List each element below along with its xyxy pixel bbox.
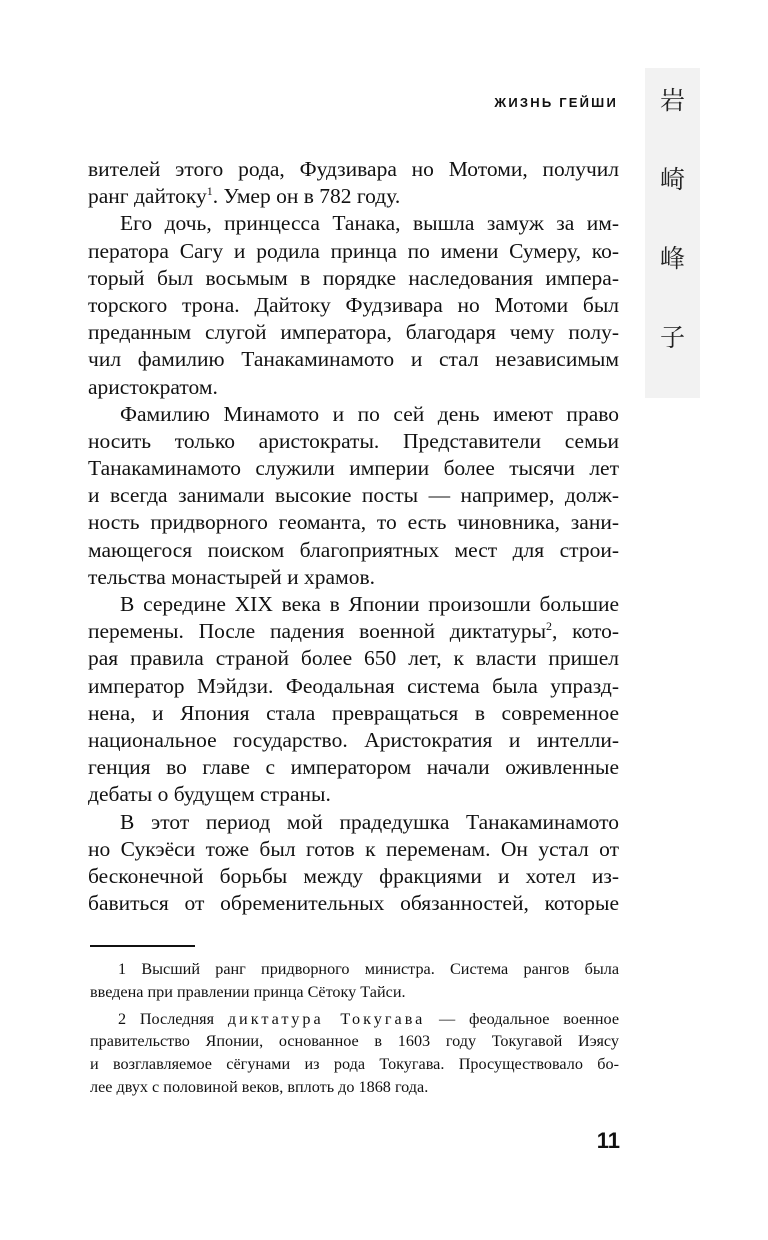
text-fragment: . Умер он в 782 году. <box>212 184 401 209</box>
text-fragment: Высший ранг придворного министра. Система рангов была <box>141 960 619 978</box>
text-line: бесконечной борьбы между фракциями и хотел из- <box>88 863 619 888</box>
footnote-2-line <box>90 1008 619 1031</box>
text-fragment: перемены. После падения военной диктатуры <box>88 619 547 644</box>
side-char-4: 子 <box>659 323 685 352</box>
text-line: ность придворного геоманта, то есть чиновника, зани- <box>88 510 619 535</box>
footnote-1-line <box>90 958 619 981</box>
text-line: мающегося поиском благоприятных мест для строи- <box>88 537 619 562</box>
footnote-ref-2: 2 <box>546 619 553 634</box>
text-fragment: , кото- <box>552 619 619 644</box>
footnotes <box>90 958 619 1099</box>
text-line: Его дочь, принцесса Танака, вышла замуж за им- <box>120 211 619 236</box>
text-line: дебаты о будущем страны. <box>88 782 331 807</box>
text-line: бавиться от обременительных обязанностей, которые <box>88 891 619 916</box>
text-line: торского трона. Дайтоку Фудзивара но Мотоми был <box>88 292 619 317</box>
text-line: рая правила страной более 650 лет, к власти пришел <box>88 646 619 671</box>
text-line: аристократом. <box>88 374 218 399</box>
text-line: В этот период мой прадедушка Танакаминамото <box>120 809 619 834</box>
text-line: тельства монастырей и храмов. <box>88 564 375 589</box>
text-line: но Сукэёси тоже был готов к переменам. Он устал от <box>88 836 619 861</box>
side-char-2: 崎 <box>659 165 685 194</box>
text-line <box>88 618 619 645</box>
text-line: преданным слугой императора, благодаря чему полу- <box>88 320 619 345</box>
footnote-ref-1: 1 <box>206 184 213 199</box>
body-text <box>88 156 619 917</box>
text-line: и всегда занимали высокие посты — например, долж- <box>88 483 619 508</box>
side-char-3: 峰 <box>659 244 685 273</box>
text-fragment: — феодальное военное <box>425 1009 619 1028</box>
footnote-1-mark: 1 <box>118 960 127 978</box>
footnote-divider <box>90 945 195 947</box>
text-line: вителей этого рода, Фудзивара но Мотоми, получил <box>88 157 619 181</box>
text-line: В середине XIX века в Японии произошли большие <box>120 592 619 616</box>
side-author-tab <box>645 68 700 398</box>
text-line <box>88 183 619 210</box>
text-line: нена, и Япония стала превращаться в современное <box>88 700 619 725</box>
text-line: генция во главе с императором начали оживленные <box>88 755 619 780</box>
footnote-2-mark: 2 <box>118 1009 127 1028</box>
footnote-2-line: лее двух с половиной веков, вплоть до 1868 года. <box>90 1077 429 1096</box>
text-line: чил фамилию Танакаминамото и стал независимым <box>88 347 619 372</box>
footnote-2-line: и возглавляемое сёгунами из рода Токугава. Просуществовало бо- <box>90 1055 619 1074</box>
text-line: император Мэйдзи. Феодальная система была упразд- <box>88 673 619 698</box>
side-char-1: 岩 <box>659 86 685 115</box>
running-title: ЖИЗНЬ ГЕЙШИ <box>494 95 618 110</box>
page-number: 11 <box>596 1128 620 1153</box>
footnote-2-line: правительство Японии, основанное в 1603 году Токугавой Иэясу <box>90 1032 619 1051</box>
text-line: торый был восьмым в порядке наследования импера- <box>88 265 619 290</box>
footnote-term: диктатура Токугава <box>227 1009 426 1028</box>
text-fragment: ранг дайтоку <box>88 184 207 209</box>
text-line: ператора Сагу и родила принца по имени Сумеру, ко- <box>88 238 619 263</box>
footnote-1-line: введена при правлении принца Сётоку Тайси. <box>90 982 406 1001</box>
text-fragment: Последняя <box>139 1009 215 1028</box>
text-line: носить только аристократы. Представители семьи <box>88 428 619 453</box>
text-line: Танакаминамото служили империи более тысячи лет <box>88 456 619 481</box>
text-line: Фамилию Минамото и по сей день имеют право <box>120 401 619 426</box>
text-line: национальное государство. Аристократия и интелли- <box>88 727 619 752</box>
